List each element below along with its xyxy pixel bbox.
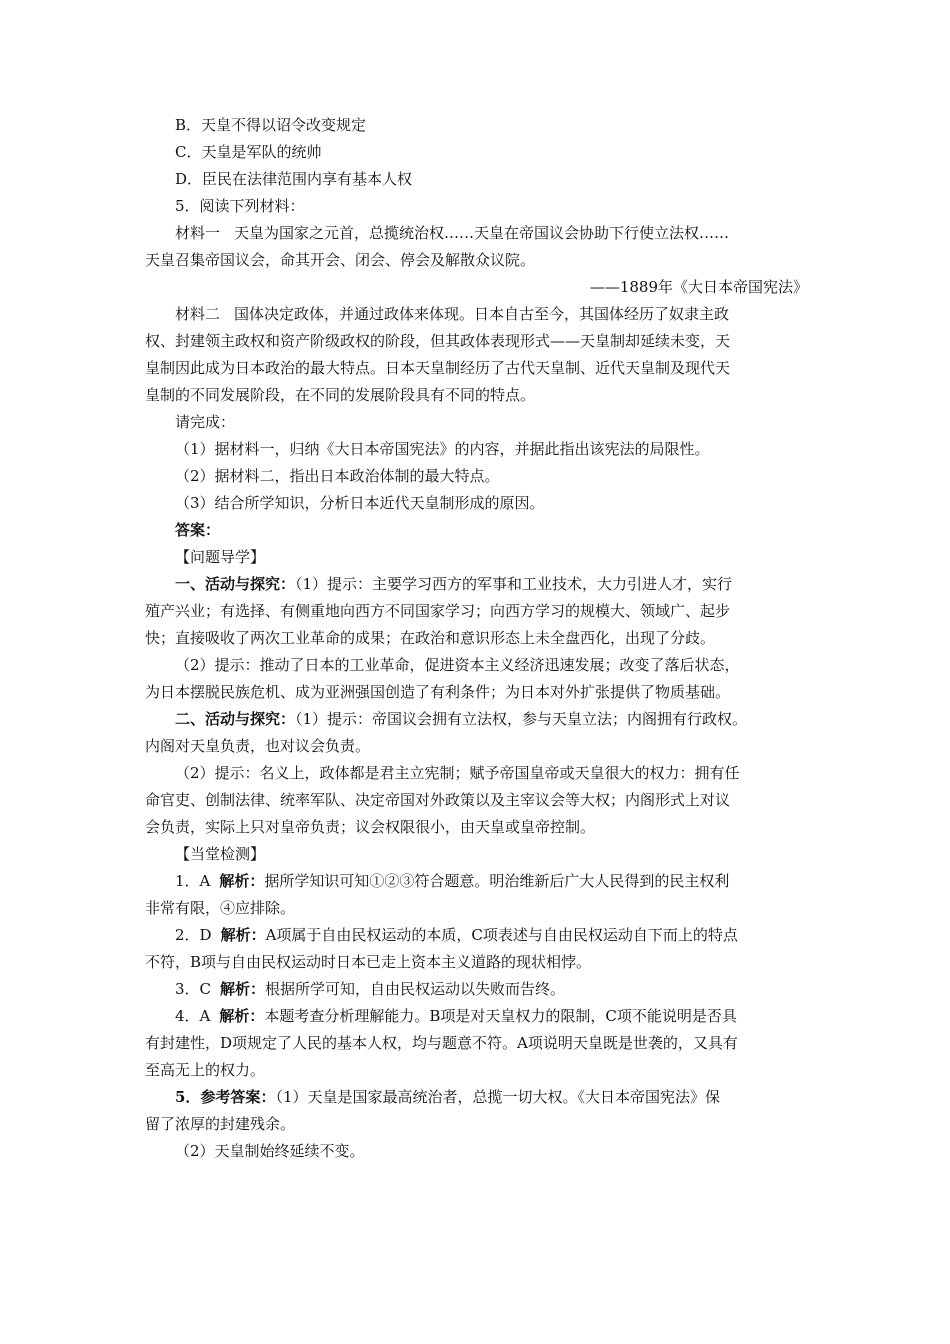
- answer-3-num: 3．C: [175, 980, 212, 998]
- analysis-label: 解析：: [219, 872, 265, 890]
- answer-2-text: A项属于自由民权运动的本质，C项表述与自由民权运动自下而上的特点: [265, 926, 738, 944]
- analysis-label: 解析：: [219, 1007, 265, 1025]
- guide-1-label: 一、活动与探究：: [175, 575, 296, 593]
- analysis-label: 解析：: [220, 980, 266, 998]
- material-2-line-4: 皇制的不同发展阶段，在不同的发展阶段具有不同的特点。: [145, 386, 536, 404]
- material-1-cont: 天皇召集帝国议会，命其开会、闭会、停会及解散众议院。: [145, 251, 536, 269]
- question-5-intro: 5．阅读下列材料：: [175, 197, 305, 215]
- answer-3-text: 根据所学可知，自由民权运动以失败而告终。: [265, 980, 566, 998]
- option-b: B．天皇不得以诏令改变规定: [175, 116, 367, 134]
- guide-1b: （2）提示：推动了日本的工业革命，促进资本主义经济迅速发展；改变了落后状态，: [175, 656, 740, 674]
- material-2-line-2: 权、封建领主政权和资产阶级政权的阶段，但其政体表现形式——天皇制却延续未变，天: [145, 332, 731, 350]
- answer-4-text: 本题考查分析理解能力。B项是对天皇权力的限制，C项不能说明是否具: [264, 1007, 737, 1025]
- answer-1-line-2: 非常有限，④应排除。: [145, 899, 296, 917]
- guide-2b: （2）提示：名义上，政体都是君主立宪制；赋予帝国皇帝或天皇很大的权力：拥有任: [175, 764, 740, 782]
- option-c: C．天皇是军队的统帅: [175, 143, 322, 161]
- material-2-text: 国体决定政体，并通过政体来体现。日本自古至今，其国体经历了奴隶主政: [234, 305, 730, 323]
- answer-5-text: （1）天皇是国家最高统治者，总揽一切大权。《大日本帝国宪法》保: [275, 1088, 720, 1106]
- answer-3: [145, 976, 810, 1003]
- answer-1: [145, 868, 810, 895]
- check-heading: 【当堂检测】: [175, 845, 266, 863]
- material-1-label: 材料一: [175, 224, 221, 242]
- material-1-source: ——1889年《大日本帝国宪法》: [589, 278, 808, 296]
- analysis-label: 解析：: [220, 926, 266, 944]
- sub-question-2: （2）据材料二，指出日本政治体制的最大特点。: [175, 467, 500, 485]
- answers-heading: 答案：: [175, 521, 221, 539]
- answer-4-num: 4．A: [175, 1007, 211, 1025]
- answer-2-line-2: 不符，B项与自由民权运动时日本已走上资本主义道路的现状相悖。: [145, 953, 592, 971]
- guide-2b-line-2: 命官吏、创制法律、统率军队、决定帝国对外政策以及主宰议会等大权；内阁形式上对议: [145, 791, 731, 809]
- answer-1-text: 据所学知识可知①②③符合题意。明治维新后广大人民得到的民主权利: [264, 872, 730, 890]
- material-1-text: 天皇为国家之元首，总揽统治权……天皇在帝国议会协助下行使立法权……: [234, 224, 730, 242]
- material-1: [145, 220, 810, 247]
- answer-5-label: 5．参考答案：: [175, 1088, 276, 1106]
- answer-4-line-3: 至高无上的权力。: [145, 1061, 266, 1079]
- material-2-line-3: 皇制因此成为日本政治的最大特点。日本天皇制经历了古代天皇制、近代天皇制及现代天: [145, 359, 731, 377]
- answer-4: [145, 1003, 810, 1030]
- answer-5: [145, 1084, 810, 1111]
- guide-2b-line-3: 会负责，实际上只对皇帝负责；议会权限很小，由天皇或皇帝控制。: [145, 818, 596, 836]
- guide-2: [145, 706, 810, 733]
- ask-text: 请完成：: [175, 413, 236, 431]
- guide-1: [145, 571, 810, 598]
- guide-1-line-2: 殖产兴业；有选择、有侧重地向西方不同国家学习；向西方学习的规模大、领域广、起步: [145, 602, 731, 620]
- guide-1b-line-2: 为日本摆脱民族危机、成为亚洲强国创造了有利条件；为日本对外扩张提供了物质基础。: [145, 683, 731, 701]
- answer-2-num: 2．D: [175, 926, 212, 944]
- option-d: D．臣民在法律范围内享有基本人权: [175, 170, 413, 188]
- sub-question-1: （1）据材料一，归纳《大日本帝国宪法》的内容，并据此指出该宪法的局限性。: [175, 440, 710, 458]
- material-2-label: 材料二: [175, 305, 221, 323]
- answer-1-num: 1．A: [175, 872, 211, 890]
- guide-1-text: （1）提示：主要学习西方的军事和工业技术，大力引进人才，实行: [295, 575, 733, 593]
- answer-5-line-2: 留了浓厚的封建残余。: [145, 1115, 296, 1133]
- sub-question-3: （3）结合所学知识，分析日本近代天皇制形成的原因。: [175, 494, 545, 512]
- answer-4-line-2: 有封建性，D项规定了人民的基本人权，均与题意不符。A项说明天皇既是世袭的，又具有: [145, 1034, 738, 1052]
- answer-5b: （2）天皇制始终延续不变。: [175, 1142, 365, 1160]
- document-page: [145, 112, 810, 1165]
- guide-1-line-3: 快；直接吸收了两次工业革命的成果；在政治和意识形态上未全盘西化，出现了分歧。: [145, 629, 716, 647]
- guide-2-text: （1）提示：帝国议会拥有立法权，参与天皇立法；内阁拥有行政权。: [295, 710, 748, 728]
- material-2: [145, 301, 810, 328]
- answer-2: [145, 922, 810, 949]
- guide-2-line-2: 内阁对天皇负责，也对议会负责。: [145, 737, 371, 755]
- guide-heading: 【问题导学】: [175, 548, 266, 566]
- guide-2-label: 二、活动与探究：: [175, 710, 296, 728]
